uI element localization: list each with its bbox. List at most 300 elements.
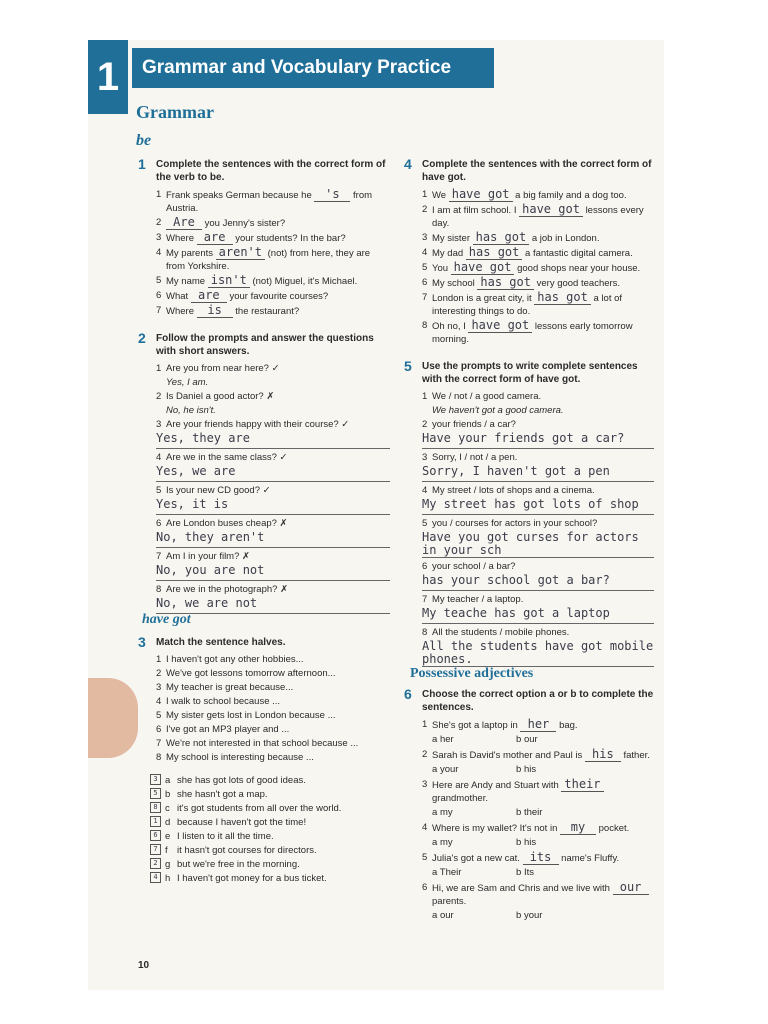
text-after: the restaurant? [235,306,300,317]
item-number: 6 [422,561,428,572]
exercise-item [422,451,654,464]
text-after: name's Fluffy. [561,853,620,864]
item-text [166,274,357,288]
item-text: We're not interested in that school because ... [166,738,359,749]
item-text [432,203,654,230]
exercise-item [422,626,654,639]
exercise-item [156,216,390,230]
match-answer-box[interactable]: 2 [150,858,161,869]
item-text: I haven't got any other hobbies... [166,654,304,665]
answer-options [432,909,654,922]
item-text [166,289,328,303]
exercise-6 [404,688,654,922]
option-b-text: his [523,764,537,775]
option-b[interactable]: b their [516,807,543,818]
option-a[interactable]: a my [432,837,453,848]
item-number: 3 [156,682,162,693]
item-number: 1 [422,391,428,402]
item-number: 1 [422,719,428,730]
item-number: 6 [422,882,428,893]
item-number: 7 [156,305,162,316]
option-a[interactable]: a Their [432,867,462,878]
exercise-item [156,517,390,530]
text-before: My name [166,276,206,287]
item-number: 1 [156,654,162,665]
match-answer-box[interactable]: 3 [150,774,161,785]
item-number: 2 [422,419,428,430]
answer-blank[interactable]: their [561,778,603,792]
left-column-lower [138,636,390,895]
exercise-item [156,274,390,288]
item-prompt: you / courses for actors in your school? [432,518,598,529]
text-after: (not) from here, they are from Yorkshire. [166,248,371,272]
option-b[interactable]: b Its [516,867,534,878]
text-after: grandmother. [432,793,488,804]
text-after: parents. [432,896,467,907]
exercise-4 [404,158,654,346]
text-before: Here are Andy and Stuart with [432,780,559,791]
left-column [138,158,390,624]
text-after: lessons every day. [432,205,644,229]
item-number: 5 [422,262,428,273]
item-number: 5 [422,852,428,863]
item-text: My teacher is great because... [166,682,294,693]
item-number: 7 [156,738,162,749]
text-after: (not) Miguel, it's Michael. [252,276,358,287]
item-number: 5 [156,275,162,286]
exercise-item [422,517,654,530]
option-b-text: his [523,837,537,848]
item-number: 4 [422,247,428,258]
option-b[interactable]: b his [516,837,537,848]
match-item [156,709,390,722]
ending-text: she hasn't got a map. [177,789,268,800]
exercise-item [422,291,654,318]
item-number: 5 [156,485,162,496]
item-text [432,748,650,762]
item-number: 3 [156,419,162,430]
item-prompt: Am I in your film? ✗ [166,551,250,562]
match-answer-box[interactable]: 1 [150,816,161,827]
exercise-item [422,261,654,275]
answer-blank[interactable]: are [191,289,227,303]
match-ending [150,816,390,829]
item-text: We've got lessons tomorrow afternoon... [166,668,336,679]
item-number: 4 [156,696,162,707]
item-prompt: Sorry, I / not / a pen. [432,452,518,463]
exercise-5 [404,360,654,667]
answer-blank[interactable]: has got [473,231,530,245]
exercise-item [156,231,390,245]
text-before: We [432,190,447,201]
exercise-number: 1 [138,156,146,172]
text-before: My sister [432,233,470,244]
item-number: 4 [422,822,428,833]
handwritten-answer[interactable]: Have you got curses for actors in your sch [422,531,654,558]
text-after: pocket. [598,823,630,834]
exercise-item [422,188,654,202]
item-number: 5 [422,518,428,529]
page-title: Grammar and Vocabulary Practice [132,48,494,88]
item-text [432,778,654,805]
exercise-item [422,881,654,908]
match-item [156,667,390,680]
exercise-number: 3 [138,634,146,650]
exercise-item [422,851,654,865]
item-prompt: Are London buses cheap? ✗ [166,518,288,529]
option-a[interactable]: a our [432,910,454,921]
answer-blank[interactable]: aren't [216,246,265,260]
match-item [156,695,390,708]
match-ending [150,774,390,787]
exercise-item [156,246,390,273]
item-number: 1 [156,363,162,374]
item-text [166,216,285,230]
exercise-instruction: Use the prompts to write complete sentences with the correct form of have got. [422,361,638,385]
exercise-item [422,276,654,290]
handwritten-answer[interactable]: Sorry, I haven't got a pen [422,465,654,482]
item-number: 7 [422,594,428,605]
ending-text: but we're free in the morning. [177,859,300,870]
exercise-number: 5 [404,358,412,374]
item-number: 3 [422,232,428,243]
text-before: Frank speaks German because he [166,190,312,201]
item-prompt: Are you from near here? ✓ [166,363,280,374]
item-text [432,246,633,260]
item-number: 3 [156,232,162,243]
item-number: 2 [422,204,428,215]
text-after: bag. [559,720,578,731]
match-ending [150,788,390,801]
text-before: Where [166,306,194,317]
grammar-heading: Grammar [136,102,214,122]
handwritten-answer[interactable]: My teache has got a laptop [422,607,654,624]
answer-blank[interactable]: Are [166,216,202,230]
printed-answer: Yes, I am. [166,377,209,388]
exercise-item [156,583,390,596]
exercise-item [422,560,654,573]
handwritten-answer[interactable]: No, we are not [156,597,390,614]
match-ending [150,844,390,857]
match-answer-box[interactable]: 4 [150,872,161,883]
item-number: 8 [422,627,428,638]
text-before: Sarah is David's mother and Paul is [432,750,583,761]
option-b-text: Its [523,867,534,878]
option-a[interactable]: a my [432,807,453,818]
text-after: very good teachers. [536,278,621,289]
text-before: What [166,291,189,302]
answer-options [432,806,654,819]
exercise-item [156,451,390,464]
item-prompt: Is your new CD good? ✓ [166,485,271,496]
text-after: your favourite courses? [229,291,329,302]
ending-letter: d [165,817,171,828]
exercise-item [156,418,390,431]
exercise-instruction: Follow the prompts and answer the questions with short answers. [156,333,374,357]
handwritten-answer[interactable]: has your school got a bar? [422,574,654,591]
text-after: a job in London. [531,233,600,244]
unit-number-tab: 1 [88,40,128,114]
have-got-heading: have got [142,612,191,627]
item-text: My sister gets lost in London because ... [166,710,336,721]
option-b[interactable]: b his [516,764,537,775]
answer-blank[interactable]: are [197,231,233,245]
text-after: father. [623,750,650,761]
match-answer-box[interactable]: 5 [150,788,161,799]
match-item [156,723,390,736]
text-before: My parents [166,248,213,259]
text-before: Oh no, I [432,321,466,332]
answer-blank[interactable]: is [197,304,233,318]
text-before: Where is my wallet? It's not in [432,823,558,834]
item-number: 2 [156,391,162,402]
item-number: 2 [422,749,428,760]
ending-letter: c [165,803,170,814]
item-prompt: your school / a bar? [432,561,516,572]
exercise-item [422,778,654,805]
answer-blank[interactable]: have got [451,261,515,275]
match-item [156,737,390,750]
text-before: My dad [432,248,464,259]
handwritten-answer[interactable]: No, you are not [156,564,390,581]
exercise-instruction: Choose the correct option a or b to complete the sentences. [422,689,654,713]
ending-letter: a [165,775,171,786]
handwritten-answer[interactable]: Have your friends got a car? [422,432,654,449]
match-ending [150,802,390,815]
handwritten-answer[interactable]: Yes, they are [156,432,390,449]
exercise-item [156,484,390,497]
worksheet-page [88,40,664,990]
answer-blank[interactable]: our [613,881,649,895]
printed-answer: No, he isn't. [166,405,216,416]
item-prompt: My teacher / a laptop. [432,594,524,605]
exercise-item [422,246,654,260]
ending-letter: e [165,831,171,842]
item-text: My school is interesting because ... [166,752,314,763]
exercise-2 [138,332,390,614]
option-a-text: Their [439,867,462,878]
exercise-item [422,748,654,762]
item-text [432,319,654,346]
item-prompt: Is Daniel a good actor? ✗ [166,391,275,402]
ending-text: because I haven't got the time! [177,817,307,828]
match-answer-box[interactable]: 7 [150,844,161,855]
text-before: Hi, we are Sam and Chris and we live with [432,883,610,894]
item-text [432,881,654,908]
exercise-instruction: Complete the sentences with the correct form of have got. [422,159,652,183]
exercise-instruction: Complete the sentences with the correct form of the verb to be. [156,159,386,183]
item-prompt: Are we in the same class? ✓ [166,452,288,463]
item-number: 4 [422,485,428,496]
answer-blank[interactable]: have got [449,188,513,202]
answer-blank[interactable]: has got [466,246,523,260]
exercise-item [422,418,654,431]
option-a-text: my [439,837,453,848]
answer-blank[interactable]: 's [314,188,350,202]
option-b[interactable]: b our [516,734,538,745]
exercise-1 [138,158,390,318]
option-b[interactable]: b your [516,910,543,921]
item-number: 5 [156,710,162,721]
handwritten-answer[interactable]: All the students have got mobile phones. [422,639,654,666]
printed-answer: We haven't got a good camera. [432,405,564,416]
item-number: 3 [422,452,428,463]
exercise-item [422,821,654,835]
handwritten-answer[interactable]: My street has got lots of shop [422,498,654,515]
item-number: 7 [156,551,162,562]
page-number: 10 [138,960,150,971]
text-after: a lot of interesting things to do. [432,293,623,317]
text-before: Julia's got a new cat. [432,853,520,864]
text-before: She's got a laptop in [432,720,518,731]
text-before: I am at film school. I [432,205,517,216]
answer-blank[interactable]: his [585,748,621,762]
exercise-item [422,319,654,346]
answer-blank[interactable]: isn't [208,274,250,288]
ending-text: I listen to it all the time. [177,831,274,842]
item-number: 1 [156,189,162,200]
exercise-item [422,203,654,230]
answer-blank[interactable]: have got [468,319,532,333]
item-number: 2 [156,217,162,228]
match-ending [150,830,390,843]
answer-options [432,733,654,746]
answer-blank[interactable]: its [523,851,559,865]
exercise-number: 6 [404,686,412,702]
item-prompt: We / not / a good camera. [432,391,542,402]
item-prompt: All the students / mobile phones. [432,627,570,638]
option-a-text: our [439,910,454,921]
handwritten-answer[interactable]: Yes, it is [156,498,390,515]
item-text [166,304,299,318]
match-ending [150,872,390,885]
be-heading: be [136,132,152,149]
answer-blank[interactable]: has got [534,291,591,305]
item-number: 6 [422,277,428,288]
right-column-lower [404,688,654,932]
item-text: I've got an MP3 player and ... [166,724,290,735]
exercise-item [156,362,390,375]
ending-text: she has got lots of good ideas. [177,775,306,786]
item-number: 3 [422,779,428,790]
text-after: a fantastic digital camera. [525,248,633,259]
match-item [156,653,390,666]
text-after: your students? In the bar? [235,233,346,244]
exercise-item [156,188,390,215]
option-a-text: your [439,764,459,775]
exercise-item [422,718,654,732]
ending-letter: b [165,789,171,800]
match-answer-box[interactable]: 8 [150,802,161,813]
item-text [432,291,654,318]
text-before: My school [432,278,475,289]
exercise-item [422,484,654,497]
exercise-number: 2 [138,330,146,346]
answer-options [432,763,654,776]
item-text [432,821,629,835]
item-text [432,851,619,865]
right-column [404,158,654,677]
option-a[interactable]: a her [432,734,454,745]
answer-options [432,866,654,879]
answer-blank[interactable]: have got [519,203,583,217]
ending-text: it hasn't got courses for directors. [177,845,317,856]
answer-blank[interactable]: her [520,718,556,732]
answer-options [432,836,654,849]
item-prompt: your friends / a car? [432,419,516,430]
item-number: 2 [156,668,162,679]
option-a-text: her [439,734,454,745]
exercise-item [156,390,390,403]
option-b-text: their [523,807,543,818]
exercise-item [156,289,390,303]
item-text [432,718,578,732]
answer-blank[interactable]: my [560,821,596,835]
item-number: 6 [156,518,162,529]
item-text [432,261,640,275]
match-item [156,681,390,694]
handwritten-answer[interactable]: No, they aren't [156,531,390,548]
match-ending [150,858,390,871]
item-number: 6 [156,290,162,301]
option-b-text: our [523,734,538,745]
exercise-item [156,304,390,318]
text-before: You [432,263,449,274]
ending-text: it's got students from all over the world. [177,803,342,814]
item-number: 1 [422,189,428,200]
text-after: you Jenny's sister? [204,218,286,229]
text-before: Where [166,233,194,244]
item-text: I walk to school because ... [166,696,281,707]
item-number: 6 [156,724,162,735]
text-after: lessons early tomorrow morning. [432,321,633,345]
item-text [166,231,346,245]
item-number: 8 [156,752,162,763]
item-text [432,188,627,202]
exercise-item [422,390,654,403]
item-number: 8 [422,320,428,331]
item-text [432,231,599,245]
exercise-number: 4 [404,156,412,172]
item-number: 7 [422,292,428,303]
ending-text: I haven't got money for a bus ticket. [177,873,327,884]
item-number: 8 [156,584,162,595]
item-number: 4 [156,247,162,258]
exercise-item [422,231,654,245]
item-text [166,246,390,273]
exercise-3 [138,636,390,885]
match-answer-box[interactable]: 6 [150,830,161,841]
match-item [156,751,390,764]
ending-letter: g [165,859,171,870]
thumb-photo [88,678,138,758]
text-before: London is a great city, it [432,293,532,304]
exercise-instruction: Match the sentence halves. [156,637,286,648]
item-number: 4 [156,452,162,463]
exercise-item [156,550,390,563]
text-after: from Austria. [166,190,373,214]
possessive-adjectives-heading: Possessive adjectives [410,666,534,681]
handwritten-answer[interactable]: Yes, we are [156,465,390,482]
text-after: good shops near your house. [517,263,641,274]
answer-blank[interactable]: has got [477,276,534,290]
item-text [166,188,390,215]
option-a-text: my [439,807,453,818]
option-a[interactable]: a your [432,764,459,775]
ending-letter: f [165,845,168,856]
item-text [432,276,620,290]
item-prompt: Are we in the photograph? ✗ [166,584,289,595]
